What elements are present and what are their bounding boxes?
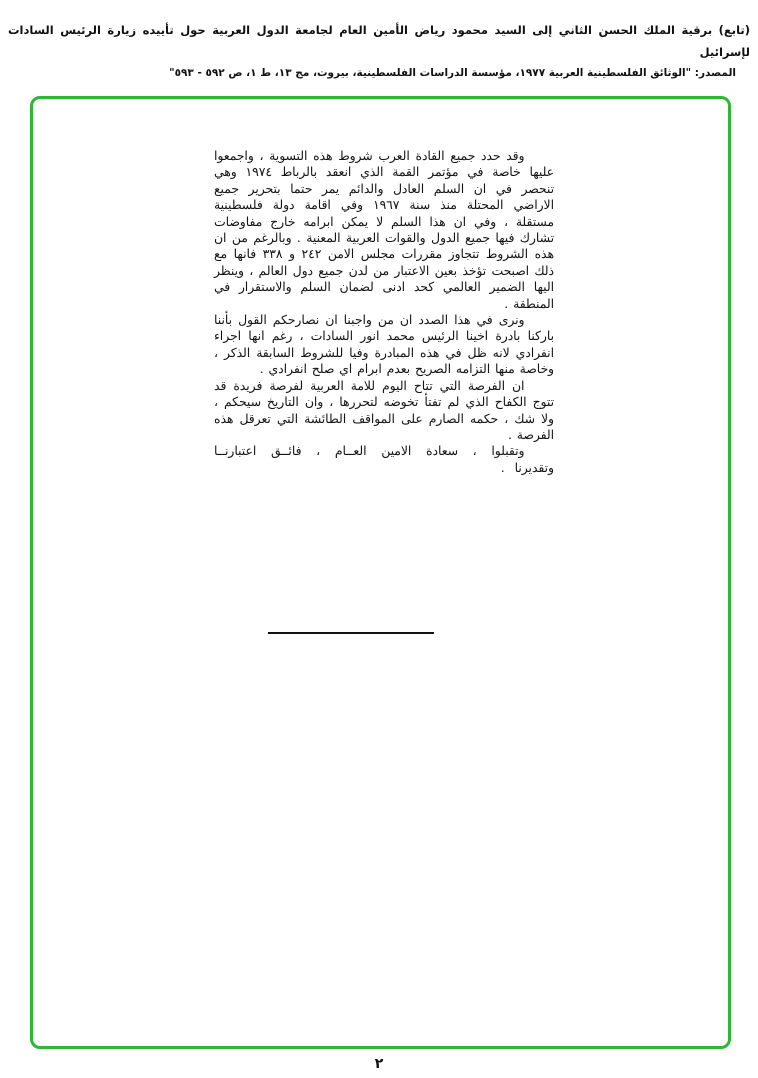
header-title-line: (تابع) برقية الملك الحسن الثاني إلى السيد محمود رياض الأمين العام لجامعة الدول العربية حول تأييده زيارة الرئيس السادات لإسرائيل bbox=[8, 23, 750, 59]
body-paragraph: ونرى في هذا الصدد ان من واجبنا ان نصارحكم القول بأننا باركنا بادرة اخينا الرئيس محمد انور السادات ، رغم انها اجراء انفرادي لانه ظل في هذه المبادرة وفيا للشروط السابقة الذكر ، وخاصة منها التزامه الصريح بعدم ابرام اي صلح انفرادي . bbox=[214, 313, 554, 377]
body-paragraph: ان الفرصة التي تتاح اليوم للامة العربية لفرصة فريدة قد تتوج الكفاح الذي لم تفتأ تخوضه لتحررها ، وان التاريخ سيحكم ، ولا شك ، حكمه الصارم على المواقف الطائشة التي تعرقل هذه الفرصة . bbox=[214, 378, 554, 442]
signature-line bbox=[268, 632, 434, 634]
page-number: ٢ bbox=[374, 1056, 384, 1072]
document-body bbox=[214, 148, 554, 476]
body-paragraph-closing: وتقبلوا ، سعادة الامين العــام ، فائــق اعتبارنــا وتقديرنا . bbox=[214, 444, 554, 475]
body-paragraph: وقد حدد جميع القادة العرب شروط هذه التسوية ، واجمعوا عليها خاصة في مؤتمر القمة الذي انعقد بالرباط ١٩٧٤ وهي تنحصر في ان السلم العادل والدائم يمر حتما بتحرير جميع الاراضي المحتلة منذ سنة ١٩٦٧ وفي اقامة دولة فلسطينية مستقلة ، وفي ان هذا السلم لا يمكن ابرامه خارج مفاوضات تشارك فيها جميع الدول والقوات العربية المعنية . وبالرغم من ان هذه الشروط تتجاوز مقررات مجلس الامن ٢٤٢ و ٣٣٨ فانها مع ذلك اصبحت تؤخذ بعين الاعتبار من لدن جميع دول العالم ، وينظر اليها الضمير العالمي كحد ادنى لضمان السلم والاستقرار في المنطقة . bbox=[214, 149, 554, 311]
document-header bbox=[8, 20, 750, 84]
header-source-line: المصدر: "الوثائق الفلسطينية العربية ١٩٧٧، مؤسسة الدراسات الفلسطينية، بيروت، مج ١٣، ط ١، ص ٥٩٢ - ٥٩٣" bbox=[169, 66, 736, 79]
